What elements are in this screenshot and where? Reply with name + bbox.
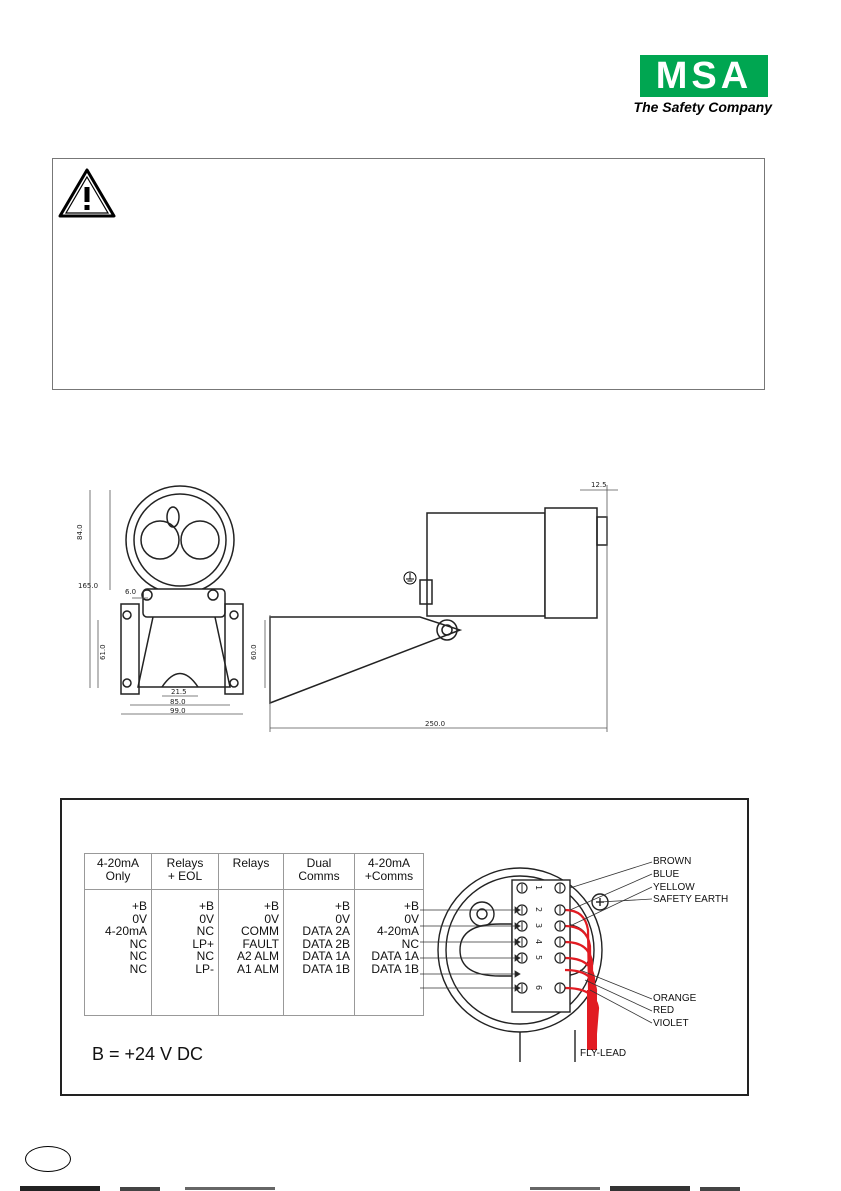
wire-label-orange: ORANGE: [653, 993, 697, 1004]
logo-tagline: The Safety Company: [633, 99, 772, 115]
dim-side-12-5: 12.5: [591, 481, 607, 489]
table-cell: DATA 2A: [284, 925, 355, 938]
wire-label-violet: VIOLET: [653, 1018, 689, 1029]
dim-front-99: 99.0: [170, 707, 186, 715]
terminal-block-drawing: [420, 840, 750, 1070]
table-cell: +B: [284, 890, 355, 913]
col-header-relays-eol: Relays + EOL: [152, 854, 219, 890]
table-cell: LP-: [152, 963, 219, 1016]
language-tab-oval: [25, 1146, 71, 1172]
terminal-number: 2: [534, 907, 543, 913]
table-cell: 0V: [355, 913, 424, 926]
table-cell: A2 ALM: [219, 950, 284, 963]
table-cell: +B: [219, 890, 284, 913]
dim-front-165: 165.0: [78, 582, 99, 590]
wire-label-brown: BROWN: [653, 856, 692, 867]
table-cell: COMM: [219, 925, 284, 938]
table-cell: NC: [85, 963, 152, 1016]
table-row: [85, 925, 424, 938]
col-header-4-20ma-only: 4-20mA Only: [85, 854, 152, 890]
table-cell: +B: [355, 890, 424, 913]
table-cell: DATA 1A: [355, 950, 424, 963]
table-row: [85, 890, 424, 913]
table-cell: NC: [152, 925, 219, 938]
wire-label-safety-earth: SAFETY EARTH: [653, 894, 729, 905]
leader-line: [570, 862, 652, 888]
table-cell: DATA 1B: [284, 963, 355, 1016]
table-cell: NC: [355, 938, 424, 951]
dim-front-21-5: 21.5: [171, 688, 187, 696]
table-cell: 4-20mA: [355, 925, 424, 938]
fly-lead-label: FLY-LEAD: [580, 1048, 627, 1059]
wire-label-yellow: YELLOW: [653, 882, 695, 893]
table-cell: FAULT: [219, 938, 284, 951]
dim-front-61: 61.0: [99, 644, 107, 660]
table-cell: 0V: [219, 913, 284, 926]
table-cell: 0V: [284, 913, 355, 926]
wiring-table-header: [85, 854, 424, 890]
col-header-dual-comms: Dual Comms: [284, 854, 355, 890]
warning-box: [52, 158, 765, 390]
earth-ground-icon: [404, 572, 416, 584]
msa-logo: [633, 55, 772, 121]
terminal-number: 5: [534, 955, 543, 961]
terminal-number: 4: [534, 939, 543, 945]
table-cell: +B: [85, 890, 152, 913]
table-cell: NC: [85, 950, 152, 963]
dim-side-250: 250.0: [425, 720, 446, 728]
dim-front-6: 6.0: [125, 588, 137, 596]
table-row: [85, 950, 424, 963]
dim-front-85: 85.0: [170, 698, 186, 706]
terminal-number: 1: [534, 885, 543, 891]
table-cell: +B: [152, 890, 219, 913]
table-cell: DATA 2B: [284, 938, 355, 951]
col-header-4-20ma-comms: 4-20mA +Comms: [355, 854, 424, 890]
supply-voltage-note: B = +24 V DC: [92, 1044, 204, 1064]
table-cell: 0V: [85, 913, 152, 926]
dim-front-84: 84.0: [76, 524, 84, 540]
dimension-drawing: [70, 470, 630, 750]
warning-triangle-icon: [57, 167, 117, 219]
logo-mark: MSA: [640, 55, 768, 97]
table-cell: NC: [152, 950, 219, 963]
table-cell: 4-20mA: [85, 925, 152, 938]
wire-label-red: RED: [653, 1005, 675, 1016]
terminal-number: 6: [534, 985, 543, 991]
table-cell: DATA 1B: [355, 963, 424, 1016]
table-cell: LP+: [152, 938, 219, 951]
table-cell: NC: [85, 938, 152, 951]
leader-line: [570, 874, 652, 910]
col-header-relays: Relays: [219, 854, 284, 890]
wiring-table: [84, 853, 424, 1016]
table-cell: DATA 1A: [284, 950, 355, 963]
terminal-number: 3: [534, 923, 543, 929]
table-row: [85, 963, 424, 1016]
bottom-edge-strip: [0, 1186, 841, 1191]
wire-label-blue: BLUE: [653, 869, 680, 880]
table-cell: A1 ALM: [219, 963, 284, 1016]
dim-front-60: 60.0: [250, 644, 258, 660]
table-cell: 0V: [152, 913, 219, 926]
